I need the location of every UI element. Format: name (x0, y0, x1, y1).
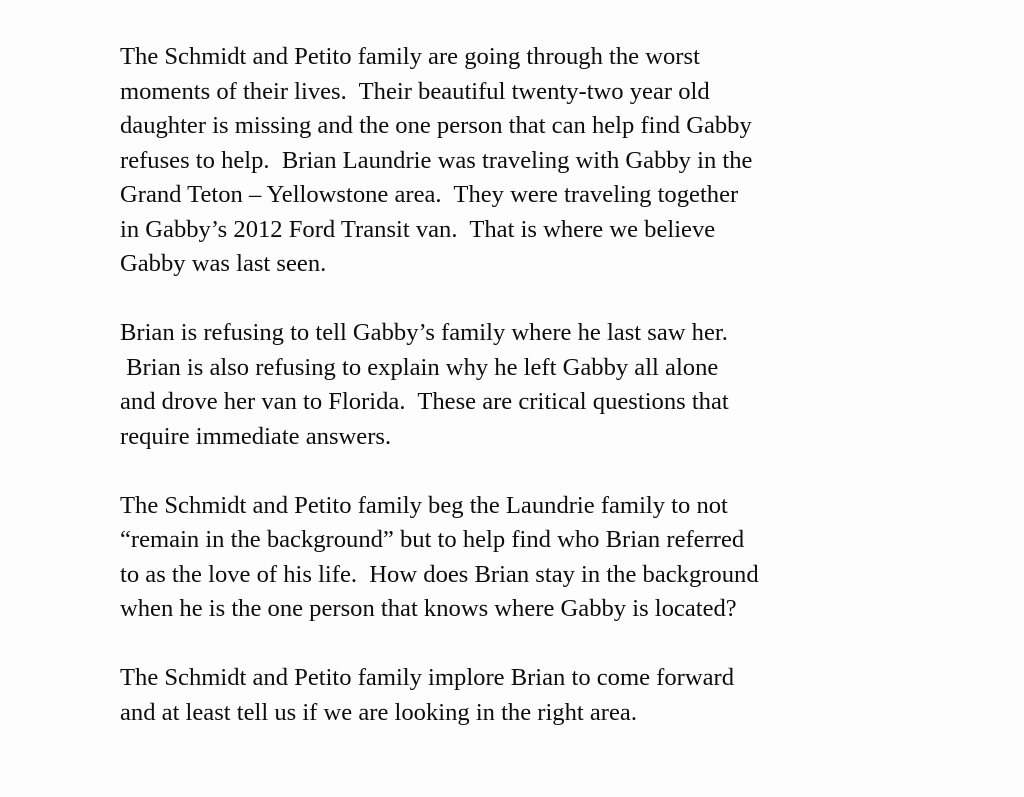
paragraph-line: Gabby was last seen. (120, 250, 327, 277)
paragraph-line: moments of their lives. Their beautiful twenty-two year old (120, 77, 710, 105)
paragraph-line: Brian is refusing to tell Gabby’s family where he last saw her. (120, 319, 728, 346)
paragraph-line: and drove her van to Florida. These are critical questions that (120, 388, 729, 415)
paragraph-line: The Schmidt and Petito family beg the Laundrie family to not (120, 491, 728, 519)
paragraph-line: require immediate answers. (120, 422, 392, 450)
paragraph-line: in Gabby’s 2012 Ford Transit van. That is where we believe (120, 215, 716, 243)
paragraph-line: to as the love of his life. How does Brian stay in the background (120, 560, 759, 588)
paragraph-3 (120, 489, 900, 627)
paragraph-line: and at least tell us if we are looking in the right area. (120, 698, 637, 726)
paragraph-line: Grand Teton – Yellowstone area. They were traveling together (120, 181, 739, 208)
paragraph-line: The Schmidt and Petito family implore Brian to come forward (120, 664, 735, 691)
paragraph-2 (120, 316, 900, 454)
paragraph-4 (120, 661, 900, 730)
paragraph-line: The Schmidt and Petito family are going through the worst (120, 43, 700, 70)
paragraph-1 (120, 40, 900, 282)
paragraph-line: when he is the one person that knows where Gabby is located? (120, 595, 737, 622)
paragraph-line: daughter is missing and the one person that can help find Gabby (120, 112, 752, 139)
paragraph-line: “remain in the background” but to help find who Brian referred (120, 526, 745, 553)
paragraph-line: refuses to help. Brian Laundrie was traveling with Gabby in the (120, 146, 753, 174)
family-statement (120, 40, 900, 765)
paragraph-line: Brian is also refusing to explain why he left Gabby all alone (120, 353, 719, 381)
